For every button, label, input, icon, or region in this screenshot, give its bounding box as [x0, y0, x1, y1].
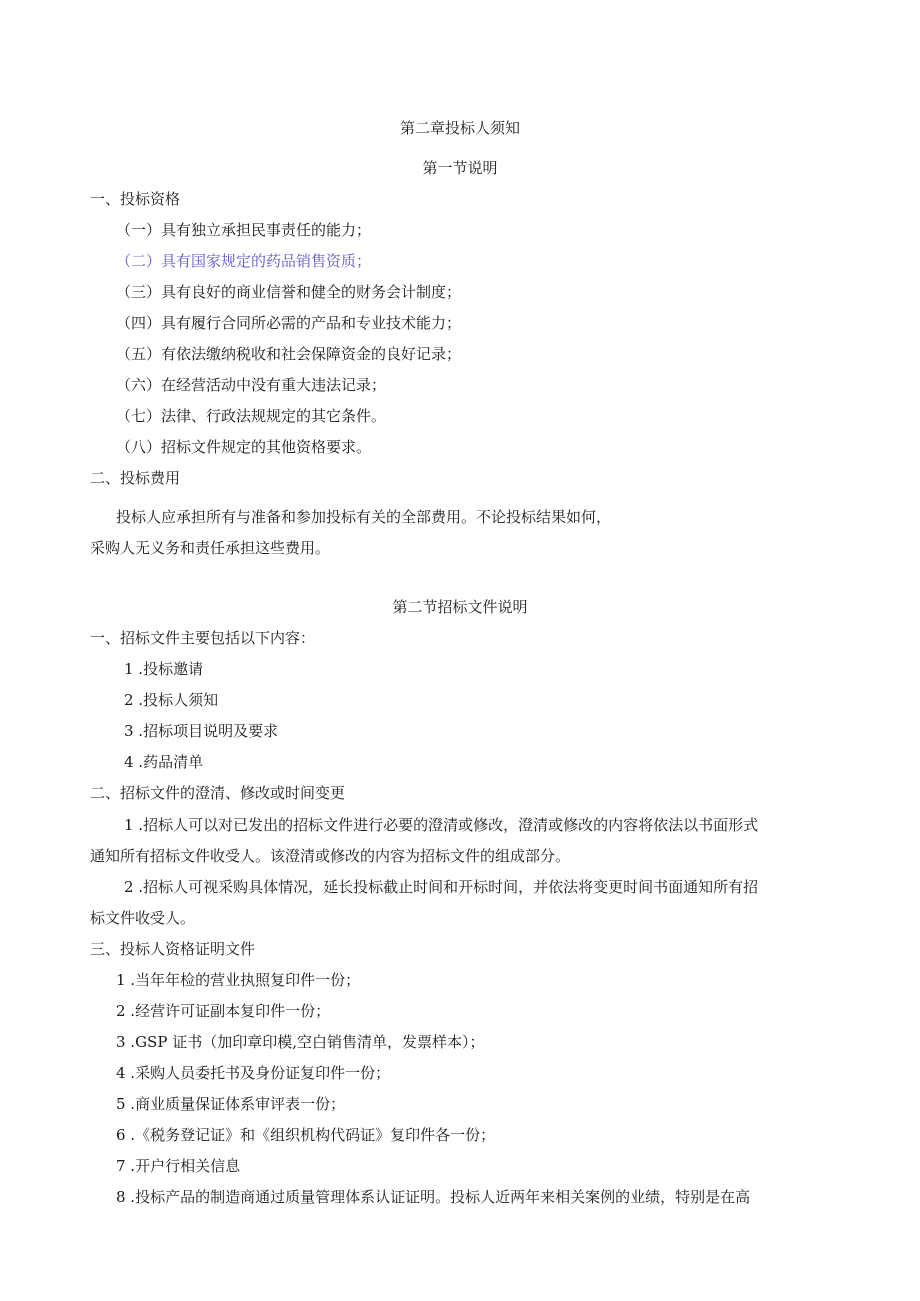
list-item: 7 .开户行相关信息 [116, 1157, 241, 1175]
list-item: （八）招标文件规定的其他资格要求。 [116, 438, 372, 456]
list-item: （一）具有独立承担民事责任的能力； [116, 221, 372, 239]
section-title: 第二节招标文件说明 [392, 598, 528, 616]
section-title: 第一节说明 [422, 159, 498, 177]
chapter-title: 第二章投标人须知 [399, 119, 520, 137]
list-item: 2 .投标人须知 [124, 691, 219, 709]
list-item: （五）有依法缴纳税收和社会保障资金的良好记录； [116, 345, 462, 363]
list-item: 6 .《税务登记证》和《组织机构代码证》复印件各一份； [116, 1126, 496, 1144]
list-item: 1 .当年年检的营业执照复印件一份； [116, 971, 361, 989]
list-item: 2 .经营许可证副本复印件一份； [116, 1002, 331, 1020]
section-heading: 二、投标费用 [90, 469, 181, 487]
list-item: 4 .药品清单 [124, 753, 204, 771]
list-item: 8 .投标产品的制造商通过质量管理体系认证证明。投标人近两年来相关案例的业绩，特别是在高 [116, 1188, 751, 1206]
paragraph-line: 采购人无义务和责任承担这些费用。 [90, 539, 331, 557]
paragraph-line: 1 .招标人可以对已发出的招标文件进行必要的澄清或修改，澄清或修改的内容将依法以书面形式 [124, 816, 759, 834]
list-item: （六）在经营活动中没有重大违法记录； [116, 376, 387, 394]
list-item: 3 .GSP 证书（加印章印模,空白销售清单，发票样本）； [116, 1033, 485, 1051]
section-heading: 一、招标文件主要包括以下内容： [90, 629, 316, 647]
paragraph-line: 通知所有招标文件收受人。该澄清或修改的内容为招标文件的组成部分。 [90, 847, 571, 865]
list-item: （二）具有国家规定的药品销售资质； [116, 252, 372, 270]
list-item: 4 .采购人员委托书及身份证复印件一份； [116, 1064, 391, 1082]
paragraph-line: 投标人应承担所有与准备和参加投标有关的全部费用。不论投标结果如何， [116, 508, 612, 526]
section-heading: 三、投标人资格证明文件 [90, 940, 256, 958]
list-item: （三）具有良好的商业信誉和健全的财务会计制度； [116, 283, 462, 301]
list-item: 1 .投标邀请 [124, 660, 204, 678]
list-item: 3 .招标项目说明及要求 [124, 722, 279, 740]
list-item: （七）法律、行政法规规定的其它条件。 [116, 407, 387, 425]
list-item: （四）具有履行合同所必需的产品和专业技术能力； [116, 314, 462, 332]
list-item: 5 .商业质量保证体系审评表一份； [116, 1095, 346, 1113]
paragraph-line: 标文件收受人。 [90, 909, 196, 927]
section-heading: 二、招标文件的澄清、修改或时间变更 [90, 784, 346, 802]
paragraph-line: 2 .招标人可视采购具体情况，延长投标截止时间和开标时间，并依法将变更时间书面通知所有招 [124, 878, 759, 896]
section-heading: 一、投标资格 [90, 190, 181, 208]
